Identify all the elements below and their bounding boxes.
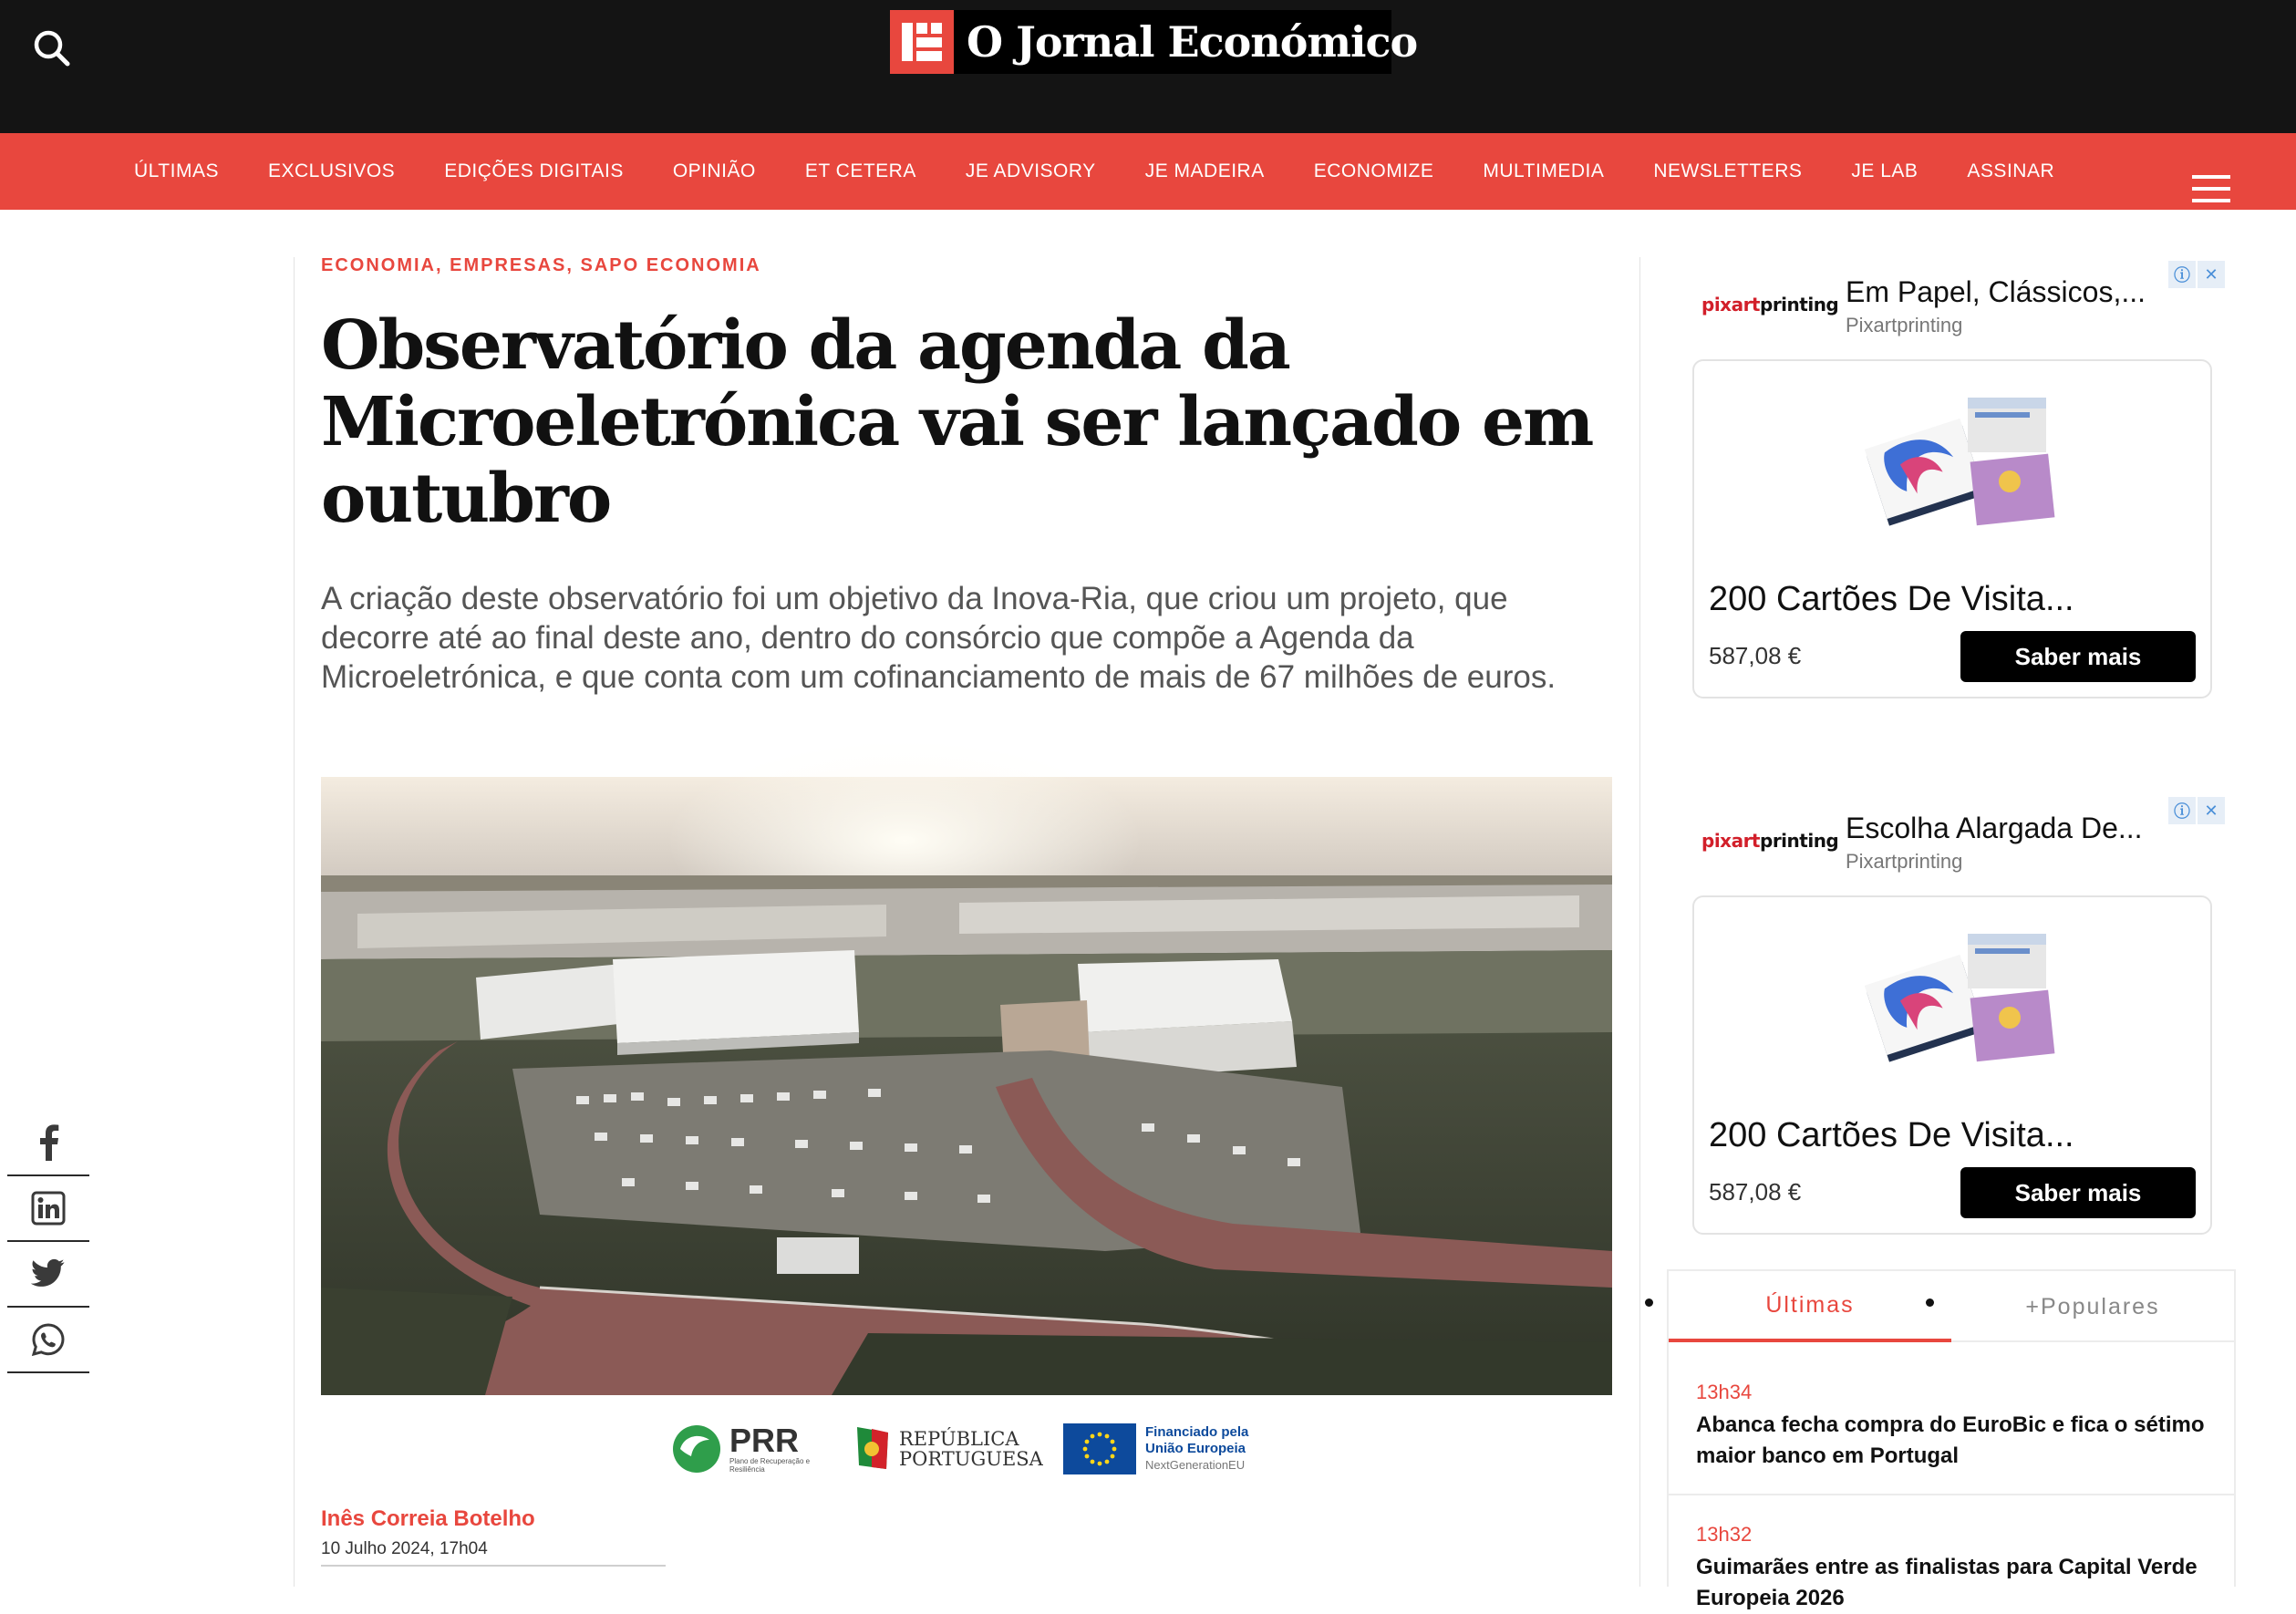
ad-cta-button[interactable]: Saber mais bbox=[1960, 1167, 2196, 1218]
share-linkedin-button[interactable] bbox=[7, 1176, 89, 1242]
republica-portuguesa-logo bbox=[853, 1423, 1043, 1474]
news-time: 13h32 bbox=[1696, 1523, 1753, 1546]
ad-brand-part-b: printing bbox=[1760, 830, 1839, 852]
ad-card[interactable] bbox=[1692, 359, 2212, 698]
prr-circle-icon bbox=[671, 1423, 722, 1474]
nav-item-je-madeira[interactable]: JE MADEIRA bbox=[1144, 160, 1265, 181]
nav-list bbox=[109, 133, 2079, 210]
ad-controls bbox=[2167, 261, 2225, 288]
ad-info-icon[interactable]: ⓘ bbox=[2168, 797, 2196, 824]
menu-icon[interactable] bbox=[2192, 175, 2230, 202]
linkedin-icon bbox=[32, 1192, 65, 1225]
prr-text: PRR bbox=[729, 1422, 800, 1459]
search-icon[interactable] bbox=[31, 27, 73, 69]
ad-brand-part-b: printing bbox=[1760, 294, 1839, 316]
eu-line-3: NextGenerationEU bbox=[1145, 1458, 1246, 1472]
news-item[interactable] bbox=[1669, 1523, 2234, 1614]
nav-item-je-advisory[interactable]: JE ADVISORY bbox=[965, 160, 1096, 181]
nav-item-et-cetera[interactable]: ET CETERA bbox=[804, 160, 916, 181]
share-twitter-button[interactable] bbox=[7, 1242, 89, 1308]
eu-line-2: União Europeia bbox=[1145, 1441, 1246, 1456]
ad-product-image bbox=[1849, 394, 2059, 549]
ad-brand-logo[interactable] bbox=[1701, 294, 1838, 316]
main-nav bbox=[0, 133, 2296, 210]
ad-source: Pixartprinting bbox=[1846, 314, 1963, 336]
ad-headline[interactable]: Escolha Alargada De... bbox=[1846, 812, 2143, 844]
nav-item-edicoes-digitais[interactable]: EDIÇÕES DIGITAIS bbox=[444, 160, 624, 181]
ad-source: Pixartprinting bbox=[1846, 850, 1963, 873]
twitter-icon bbox=[31, 1259, 66, 1288]
ad-product-image bbox=[1849, 930, 2059, 1085]
author-divider bbox=[321, 1565, 666, 1567]
news-divider bbox=[1669, 1494, 2234, 1495]
article-categories[interactable]: ECONOMIA, EMPRESAS, SAPO ECONOMIA bbox=[321, 255, 761, 275]
eu-funding-logo bbox=[1063, 1423, 1248, 1474]
ad-brand-logo[interactable] bbox=[1701, 830, 1838, 852]
ad-info-icon[interactable]: ⓘ bbox=[2168, 261, 2196, 288]
news-title[interactable]: Guimarães entre as finalistas para Capital Verde Europeia 2026 bbox=[1696, 1555, 2198, 1610]
sponsored-ad bbox=[1674, 793, 2230, 1249]
article-date: 10 Julho 2024, 17h04 bbox=[321, 1539, 488, 1558]
share-bar bbox=[7, 1111, 89, 1373]
ad-card[interactable] bbox=[1692, 895, 2212, 1235]
eu-flag-icon bbox=[1063, 1423, 1136, 1474]
eu-line-1: Financiado pela bbox=[1145, 1424, 1249, 1440]
ad-title: 200 Cartões De Visita... bbox=[1709, 1116, 2074, 1154]
bullet-dot bbox=[1926, 1298, 1934, 1307]
nav-item-assinar[interactable]: ASSINAR bbox=[1967, 160, 2055, 181]
portugal-flag-icon bbox=[853, 1423, 892, 1474]
ad-close-icon[interactable]: ✕ bbox=[2198, 261, 2225, 288]
nav-item-je-lab[interactable]: JE LAB bbox=[1851, 160, 1919, 181]
ad-price: 587,08 € bbox=[1709, 1178, 1802, 1205]
news-title[interactable]: Abanca fecha compra do EuroBic e fica o sétimo maior banco em Portugal bbox=[1696, 1412, 2205, 1468]
article-title: Observatório da agenda da Microeletrónica vai ser lançado em outubro bbox=[321, 306, 1593, 538]
column-divider bbox=[294, 257, 295, 1587]
tab-popular[interactable]: +Populares bbox=[2025, 1293, 2160, 1319]
nav-item-exclusivos[interactable]: EXCLUSIVOS bbox=[267, 160, 396, 181]
top-bar bbox=[0, 0, 2296, 133]
widget-tabs bbox=[1669, 1271, 2234, 1342]
facebook-icon bbox=[37, 1124, 59, 1161]
tab-latest[interactable]: Últimas bbox=[1669, 1271, 1951, 1342]
bullet-dot bbox=[1645, 1298, 1653, 1307]
article-photo[interactable] bbox=[321, 777, 1612, 1395]
prr-subtitle: Plano de Recuperação e Resiliência bbox=[729, 1457, 811, 1474]
share-facebook-button[interactable] bbox=[7, 1111, 89, 1176]
ad-brand-part-a: pixart bbox=[1701, 294, 1760, 316]
nav-item-opiniao[interactable]: OPINIÃO bbox=[672, 160, 756, 181]
ad-title: 200 Cartões De Visita... bbox=[1709, 580, 2074, 618]
nav-item-economize[interactable]: ECONOMIZE bbox=[1313, 160, 1434, 181]
news-item[interactable] bbox=[1669, 1381, 2234, 1472]
logo-text: O Jornal Económico bbox=[967, 17, 1418, 67]
nav-item-ultimas[interactable]: ÚLTIMAS bbox=[134, 160, 219, 181]
eu-text bbox=[1145, 1424, 1248, 1474]
funding-logos bbox=[671, 1421, 1273, 1477]
site-logo[interactable] bbox=[890, 10, 1418, 74]
sponsored-ad bbox=[1674, 257, 2230, 713]
article-header bbox=[321, 255, 1616, 697]
whatsapp-icon bbox=[31, 1322, 66, 1357]
nav-item-newsletters[interactable]: NEWSLETTERS bbox=[1653, 160, 1803, 181]
ad-price: 587,08 € bbox=[1709, 642, 1802, 669]
share-whatsapp-button[interactable] bbox=[7, 1308, 89, 1373]
prr-logo bbox=[671, 1423, 830, 1474]
news-time: 13h34 bbox=[1696, 1381, 1753, 1403]
latest-popular-widget bbox=[1667, 1269, 2236, 1610]
ad-close-icon[interactable]: ✕ bbox=[2198, 797, 2225, 824]
article-lead: A criação deste observatório foi um objetivo da Inova-Ria, que criou um projeto, que decorre até ao final deste ano, dentro do consórcio que compõe a Agenda da Microeletrónica, e que conta com um cofinanciamento de mais de 67 milhões de euros. bbox=[321, 581, 1557, 695]
republica-text: REPÚBLICA PORTUGUESA bbox=[899, 1428, 1043, 1470]
ad-cta-button[interactable]: Saber mais bbox=[1960, 631, 2196, 682]
article-author[interactable]: Inês Correia Botelho bbox=[321, 1506, 535, 1531]
ad-brand-part-a: pixart bbox=[1701, 830, 1760, 852]
ad-headline[interactable]: Em Papel, Clássicos,... bbox=[1846, 275, 2146, 308]
column-divider bbox=[1639, 257, 1640, 1587]
logo-mark-icon bbox=[890, 10, 954, 74]
nav-item-multimedia[interactable]: MULTIMEDIA bbox=[1483, 160, 1605, 181]
ad-controls bbox=[2167, 797, 2225, 824]
